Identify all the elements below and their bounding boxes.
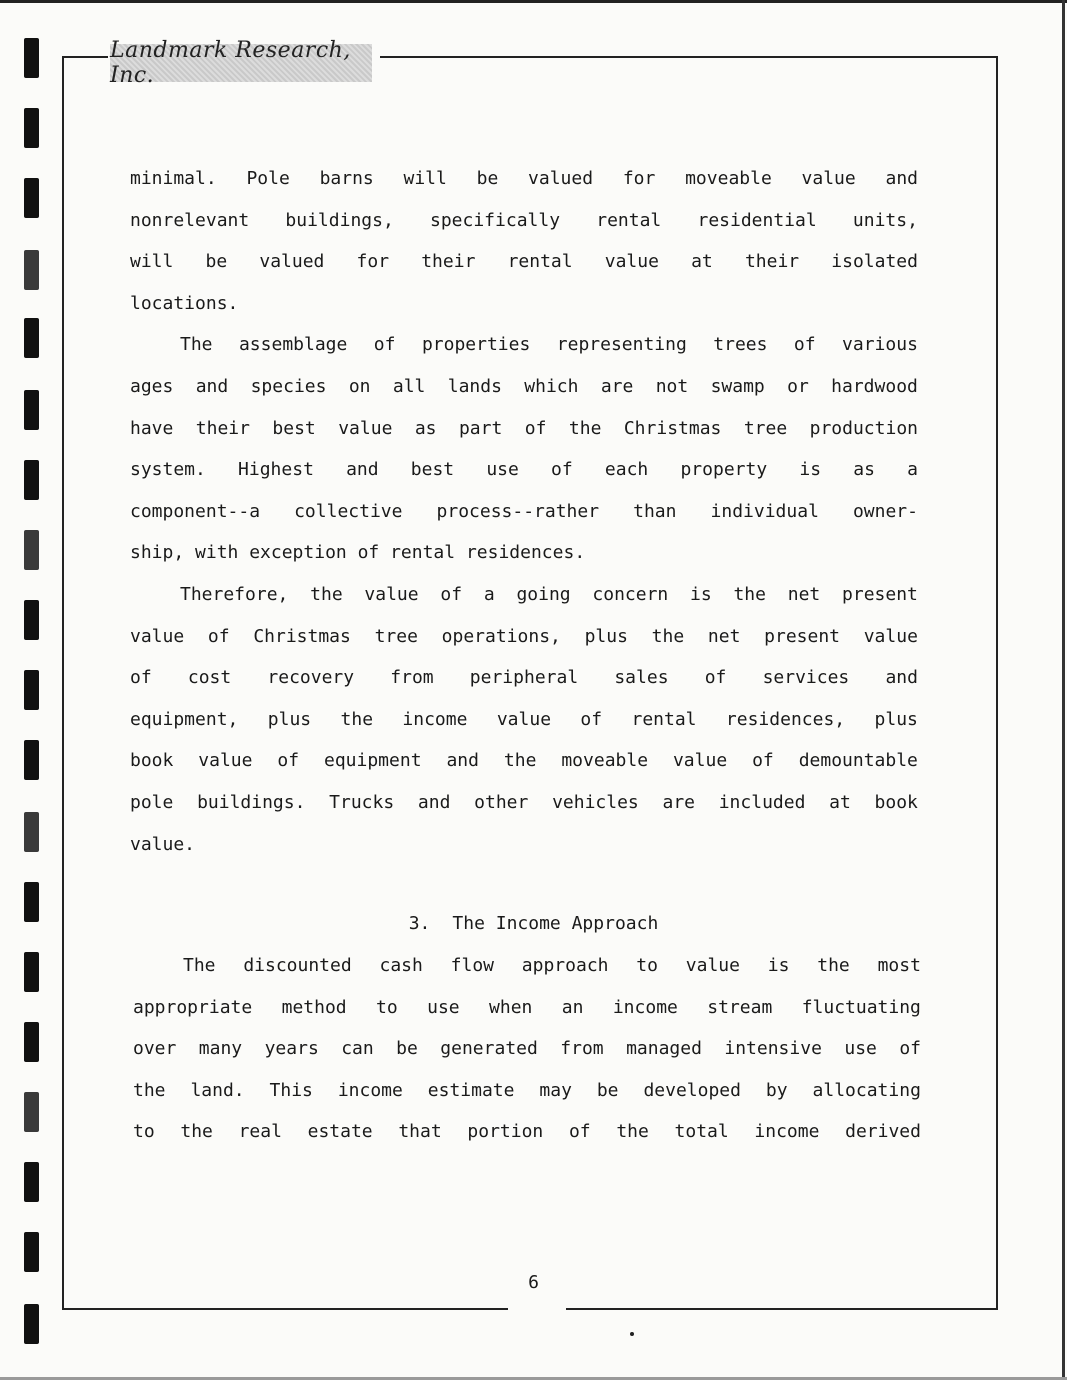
paragraph: [130, 324, 918, 574]
section-title: The Income Approach: [452, 913, 659, 934]
binder-hole: [24, 1232, 39, 1272]
text-line: Therefore, the value of a going concern is the net present: [180, 583, 918, 605]
binder-hole: [24, 390, 39, 430]
text-line: ages and species on all lands which are not swamp or hardwood: [130, 375, 918, 397]
text-line: component--a collective process--rather than individual owner-: [130, 500, 918, 522]
paragraph: [133, 945, 921, 1153]
text-line: system. Highest and best use of each property is as a: [130, 459, 918, 481]
binder-hole: [24, 38, 39, 78]
document-body: [130, 158, 918, 865]
text-line: nonrelevant buildings, specifically rental residential units,: [130, 209, 918, 231]
binder-hole: [24, 1022, 39, 1062]
binder-hole: [24, 250, 39, 290]
binder-hole: [24, 600, 39, 640]
section-body: [133, 945, 921, 1153]
text-line: The assemblage of properties representing trees of various: [180, 334, 918, 356]
stray-mark: [630, 1332, 634, 1336]
paragraph: [130, 158, 918, 324]
binder-hole: [24, 1304, 39, 1344]
binder-holes: [24, 0, 40, 1380]
text-line: have their best value as part of the Christmas tree production: [130, 417, 918, 439]
text-line: appropriate method to use when an income stream fluctuating: [133, 996, 921, 1018]
binder-hole: [24, 178, 39, 218]
binder-hole: [24, 530, 39, 570]
binder-hole: [24, 108, 39, 148]
text-line: The discounted cash flow approach to value is the most: [183, 955, 921, 976]
binder-hole: [24, 952, 39, 992]
text-line: equipment, plus the income value of rental residences, plus: [130, 708, 918, 730]
logo-text: Landmark Research, Inc.: [110, 38, 351, 88]
text-line: of cost recovery from peripheral sales of services and: [130, 667, 918, 689]
frame-gap-bottom: [508, 1302, 566, 1316]
text-line: locations.: [130, 292, 239, 314]
binder-hole: [24, 1092, 39, 1132]
binder-hole: [24, 460, 39, 500]
binder-hole: [24, 318, 39, 358]
text-line: over many years can be generated from managed intensive use of: [133, 1038, 921, 1060]
paragraph: [130, 574, 918, 865]
company-logo: [110, 38, 372, 88]
text-line: pole buildings. Trucks and other vehicles are included at book: [130, 791, 918, 813]
section-heading: [0, 903, 1067, 945]
page-number: 6: [528, 1272, 539, 1293]
binder-hole: [24, 740, 39, 780]
text-line: minimal. Pole barns will be valued for moveable value and: [130, 168, 918, 189]
text-line: the land. This income estimate may be developed by allocating: [133, 1079, 921, 1101]
text-line: book value of equipment and the moveable value of demountable: [130, 750, 918, 772]
scan-edge-top: [0, 0, 1067, 3]
text-line: value of Christmas tree operations, plus the net present value: [130, 625, 918, 647]
section-number: 3.: [408, 913, 431, 934]
text-line: value.: [130, 833, 196, 855]
binder-hole: [24, 812, 39, 852]
binder-hole: [24, 1162, 39, 1202]
text-line: will be valued for their rental value at their isolated: [130, 251, 918, 273]
binder-hole: [24, 670, 39, 710]
text-line: to the real estate that portion of the total income derived: [133, 1121, 921, 1143]
text-line: ship, with exception of rental residences.: [130, 542, 586, 564]
scan-edge-right: [1062, 0, 1065, 1380]
